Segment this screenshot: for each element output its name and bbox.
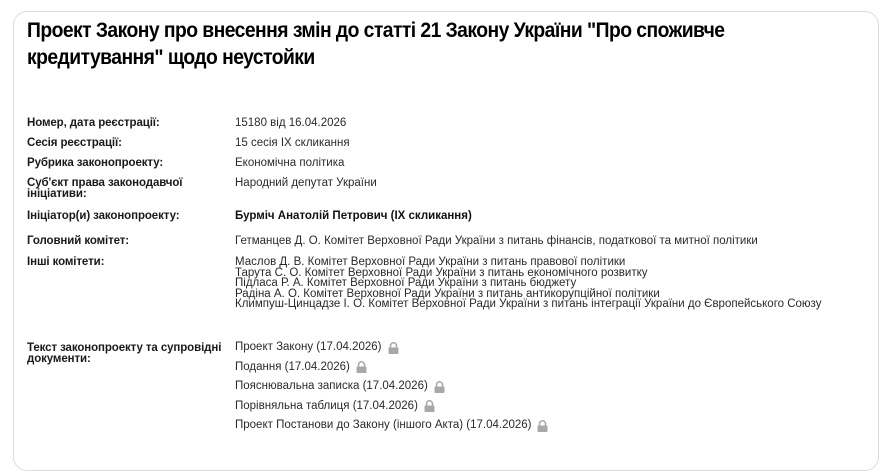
bill-title: Проект Закону про внесення змін до статті 21 Закону України "Про споживче кредитування" щодо неустойки [27, 19, 725, 69]
session-value: 15 сесія IX скликання [235, 137, 350, 149]
document-label: Проект Постанови до Закону (іншого Акта) (17.04.2026) [235, 419, 532, 432]
committee-item: Тарута С. О. Комітет Верховної Ради України з питань економічного розвитку [235, 266, 648, 279]
documents-list [235, 338, 548, 436]
field-registration [27, 118, 346, 129]
field-label: Номер, дата реєстрації: [27, 117, 160, 129]
initiator-link[interactable]: Бурміч Анатолій Петрович (IX скликання) [235, 210, 472, 222]
field-label: Головний комітет: [27, 235, 130, 247]
document-label: Проект Закону (17.04.2026) [235, 341, 382, 354]
field-initiator [27, 211, 472, 222]
field-label: Сесія реєстрації: [27, 137, 122, 149]
document-link-bill-draft[interactable] [235, 338, 548, 358]
field-label: Рубрика законопроекту: [27, 157, 164, 169]
document-link-explanatory-note[interactable] [235, 377, 548, 397]
field-other-committees [27, 257, 821, 310]
committee-item: Підласа Р. А. Комітет Верховної Ради України з питань бюджету [235, 277, 577, 289]
lock-icon [434, 381, 445, 393]
document-link-comparative-table[interactable] [235, 397, 548, 417]
document-link-draft-resolution[interactable] [235, 416, 548, 436]
document-label: Подання (17.04.2026) [235, 360, 350, 373]
committee-item: Климпуш-Цинцадзе І. О. Комітет Верховної Ради України з питань інтеграції України до Європейського Союзу [235, 298, 822, 310]
field-label: Ініціатор(и) законопроекту: [27, 210, 180, 222]
lock-icon [424, 400, 435, 412]
field-main-committee [27, 236, 758, 247]
field-subject [27, 178, 377, 200]
rubric-value: Економічна політика [235, 157, 345, 169]
document-label: Порівняльна таблиця (17.04.2026) [235, 399, 418, 412]
field-label: Текст законопроекту та супровідні документи: [27, 342, 222, 365]
committee-item: Радіна А. О. Комітет Верховної Ради України з питань антикорупційної політики [235, 287, 660, 300]
field-label: Інші комітети: [27, 256, 105, 268]
lock-icon [537, 420, 548, 432]
field-rubric [27, 158, 344, 169]
lock-icon [388, 342, 399, 354]
subject-value: Народний депутат України [235, 177, 377, 189]
other-committees-list [235, 257, 821, 310]
lock-icon [356, 361, 367, 373]
committee-item: Маслов Д. В. Комітет Верховної Ради України з питань правової політики [235, 256, 626, 268]
field-session [27, 138, 350, 149]
document-link-submission[interactable] [235, 358, 548, 378]
main-committee-value: Гетманцев Д. О. Комітет Верховної Ради України з питань фінансів, податкової та митної політики [235, 235, 758, 247]
document-label: Пояснювальна записка (17.04.2026) [235, 380, 428, 393]
field-label: Суб'єкт права законодавчої ініціативи: [27, 177, 183, 200]
field-documents [27, 342, 548, 436]
registration-number-date: 15180 від 16.04.2026 [235, 117, 347, 129]
